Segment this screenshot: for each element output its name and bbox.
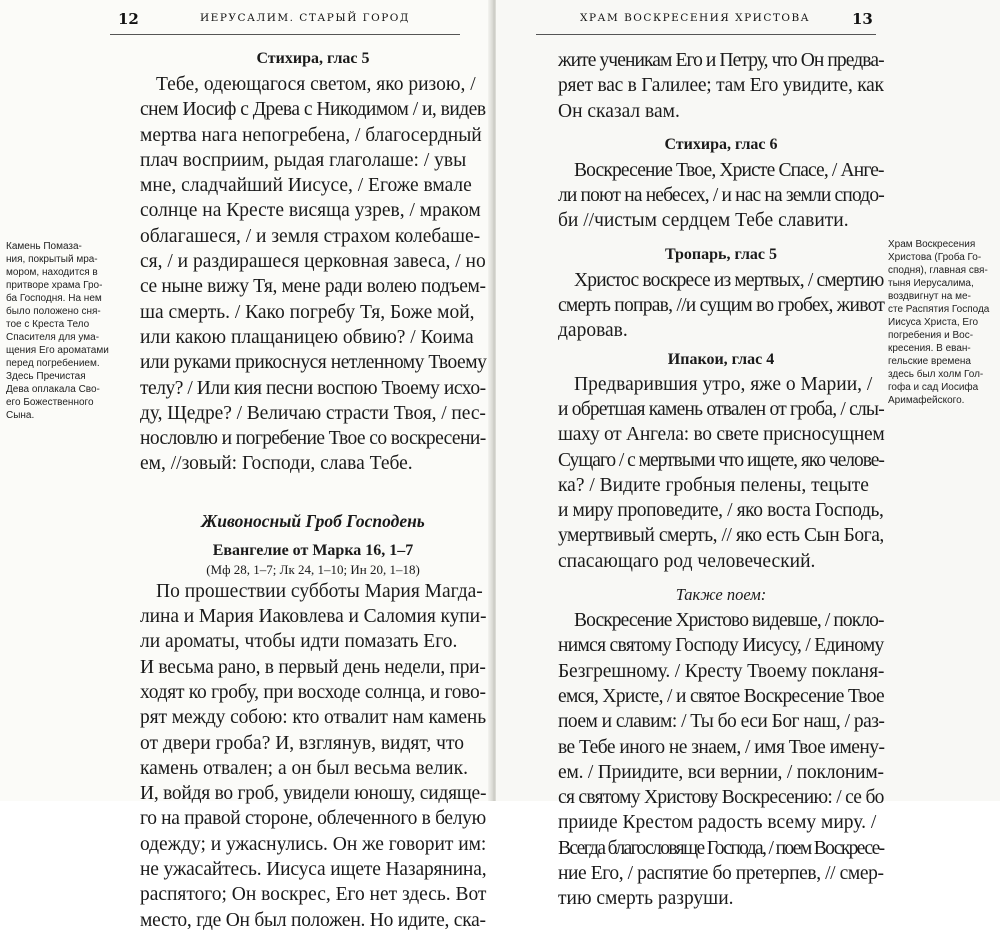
text-line: плач восприим, рыдая глаголаше: / увы: [140, 149, 467, 171]
text-line: Безгрешному. / Кресту Твоему покланя-: [558, 660, 885, 682]
text-line: смерть поправ, //и сущим во гробех, живот: [558, 295, 885, 317]
text-line: Сущаго / с мертвыми что ищете, яко челове-: [558, 449, 884, 471]
sidenote-line: Спасителя для ума-: [6, 332, 100, 343]
text-line: прииде Крестом радость всему миру. /: [558, 812, 877, 834]
text-line: и обретшая камень отвален от гроба, / слы-: [558, 398, 884, 420]
sidenote-line: Камень Помаза-: [6, 241, 82, 252]
gospel-text: [140, 579, 486, 933]
text-line: ходят ко гробу, при восходе солнца, и гово-: [140, 681, 486, 703]
sidenote-line: сте Распятия Господа: [888, 304, 990, 315]
left-text-column: [140, 46, 486, 933]
left-sidenote: [6, 240, 130, 422]
text-line: телу? / Или кия песни воспою Твоему исхо-: [140, 377, 486, 399]
sidenote-line: мором, находится в: [6, 267, 98, 278]
sidenote-line: кресения. В еван-: [888, 343, 971, 354]
text-line: место, где Он был положен. Но идите, ска-: [140, 909, 486, 931]
sidenote-line: Христова (Гроба Го-: [888, 252, 982, 263]
text-line: жите ученикам Его и Петру, что Он предва-: [558, 50, 884, 71]
text-line: Тебе, одеющагося светом, яко ризою, /: [156, 74, 476, 95]
stichira-5-heading: Стихира, глас 5: [256, 50, 370, 67]
text-line: ли поют на небесех, / и нас на земли сподо-: [558, 185, 884, 207]
stichira-6-text: [558, 158, 884, 234]
sidenote-line: щения Его ароматами: [6, 345, 109, 356]
text-line: даровав.: [558, 320, 628, 342]
text-line: И весьма рано, в первый день недели, при-: [140, 656, 486, 678]
sidenote-line: Аримафейского.: [888, 395, 965, 406]
text-line: Предварившия утро, яже о Марии, /: [574, 373, 873, 395]
text-line: лина и Мария Иаковлева и Саломия купи-: [140, 606, 487, 628]
text-line: ние Его, / распятие бо претерпев, // смер-: [558, 863, 884, 885]
text-line: нимся святому Господу Иисусу, / Единому: [558, 635, 884, 657]
text-line: мертва нага непогребена, / благосердный: [140, 124, 482, 146]
text-line: го на правой стороне, облеченного в белую: [140, 808, 486, 830]
text-line: шаху от Ангела: во свете присносущнем: [558, 424, 885, 446]
text-line: и миру проповедите, / яко воста Господь,: [558, 500, 884, 522]
sidenote-line: тыня Иерусалима,: [888, 278, 974, 289]
sidenote-line: сподня), главная свя-: [888, 265, 988, 276]
text-line: снем Иосиф с Древа с Никодимом / и, видев: [140, 99, 486, 121]
right-page-number: 13: [852, 10, 873, 28]
text-line: Всегда благословяще Господа, / поем Воскресе-: [558, 837, 884, 859]
gospel-continuation-text: [558, 48, 884, 124]
text-line: Он сказал вам.: [558, 100, 680, 122]
right-page: [496, 0, 1000, 910]
sidenote-line: перед погребением.: [6, 358, 100, 369]
ipakoi-text: [558, 372, 884, 574]
text-line: или руками прикоснуся нетленному Твоему: [140, 352, 487, 374]
troparion-text: [558, 268, 884, 344]
sidenote-line: Здесь Пречистая: [6, 371, 86, 382]
text-line: не ужасайтесь. Иисуса ищете Назарянина,: [140, 859, 487, 881]
left-page: [0, 0, 492, 931]
text-line: солнце на Кресте висяща узрев, / мраком: [140, 200, 481, 222]
text-line: ся святому Христову Воскресению: / се бо: [558, 787, 884, 809]
holy-sepulchre-heading: Живоносный Гроб Господень: [201, 510, 425, 531]
also-sing-heading: Также поем:: [675, 585, 767, 605]
text-line: одежду; и ужаснулись. Он же говорит им:: [140, 833, 487, 855]
right-header-rule: [536, 34, 876, 35]
text-line: умертвивый смерть, // яко есть Сын Бога,: [558, 525, 884, 547]
sidenote-line: гофа и сад Иосифа: [888, 382, 979, 393]
left-page-number: 12: [118, 10, 139, 28]
left-header-rule: [110, 34, 460, 35]
sidenote-line: гельские времена: [888, 356, 971, 367]
text-line: ем, //зовый: Господи, слава Тебе.: [140, 453, 413, 475]
troparion-heading: Тропарь, глас 5: [664, 245, 778, 263]
right-sidenote: [888, 238, 994, 407]
text-line: се ныне вижу Тя, мене ради волею подъем-: [140, 276, 486, 298]
text-line: мне, сладчайший Иисусе, / Егоже вмале: [140, 175, 472, 197]
text-line: ка? / Видите гробныя пелены, тецыте: [558, 474, 869, 496]
stichira-6-heading: Стихира, глас 6: [664, 135, 778, 153]
text-line: ду, Щедре? / Величаю страсти Твоя, / пес-: [140, 402, 486, 424]
text-line: би //чистым сердцем Тебе славити.: [558, 210, 849, 232]
resurrection-hymn-text: [558, 608, 884, 912]
sidenote-line: было положено сня-: [6, 306, 101, 317]
text-line: или какою плащаницею обвию? / Коима: [140, 326, 474, 348]
sidenote-line: ния, покрытый мра-: [6, 254, 98, 265]
gospel-references: (Мф 28, 1–7; Лк 24, 1–10; Ин 20, 1–18): [206, 561, 420, 577]
sidenote-line: Иисуса Христа, Его: [888, 317, 979, 328]
text-line: нословлю и погребение Твое со воскресени-: [140, 428, 486, 450]
text-line: спасающаго род человеческий.: [558, 550, 816, 572]
sidenote-line: Дева оплакала Сво-: [6, 384, 100, 395]
text-line: распятого; Он воскрес, Его нет здесь. Вот: [140, 884, 487, 906]
gospel-heading: Евангелие от Марка 16, 1–7: [212, 541, 414, 559]
sidenote-line: Сына.: [6, 410, 35, 421]
sidenote-line: тое с Креста Тело: [6, 319, 90, 330]
text-line: ся, / и раздирашеся церковная завеса, / но: [140, 251, 486, 273]
right-text-column: [558, 48, 884, 912]
text-line: ве Тебе иного не знаем, / имя Твое имену-: [558, 736, 885, 758]
right-running-title: ХРАМ ВОСКРЕСЕНИЯ ХРИСТОВА: [580, 12, 811, 24]
sidenote-line: погребения и Вос-: [888, 330, 974, 341]
text-line: И, войдя во гроб, увидели юношу, сидяще-: [140, 783, 487, 805]
text-line: облагашеся, / и земля страхом колебаше-: [140, 225, 481, 247]
left-running-title: ИЕРУСАЛИМ. СТАРЫЙ ГОРОД: [200, 12, 410, 24]
text-line: тию смерть разруши.: [558, 888, 734, 910]
text-line: ряет вас в Галилее; там Его увидите, как: [558, 75, 884, 97]
stichira-5-text: [140, 72, 486, 477]
text-line: ем. / Приидите, вси вернии, / поклоним-: [558, 761, 884, 783]
text-line: По прошествии субботы Мария Магда-: [156, 580, 483, 602]
ipakoi-heading: Ипакои, глас 4: [667, 350, 775, 368]
text-line: ли ароматы, чтобы идти помазать Его.: [140, 631, 458, 653]
text-line: рят между собою: кто отвалит нам камень: [140, 707, 486, 729]
sidenote-line: Храм Воскресения: [888, 239, 976, 250]
text-line: поем и славим: / Ты бо еси Бог наш, / раз-: [558, 711, 885, 733]
sidenote-line: ба Господня. На нем: [6, 293, 102, 304]
text-line: от двери гроба? И, взглянув, видят, что: [140, 732, 464, 754]
sidenote-line: воздвигнут на ме-: [888, 291, 971, 302]
text-line: Воскресение Твое, Христе Спасе, / Анге-: [574, 159, 884, 181]
text-line: камень отвален; а он был весьма велик.: [140, 757, 468, 779]
text-line: Воскресение Христово видевше, / покло-: [574, 610, 884, 632]
sidenote-line: здесь был холм Гол-: [888, 369, 984, 380]
text-line: ша смерть. / Како погребу Тя, Боже мой,: [140, 301, 475, 323]
sidenote-line: его Божественного: [6, 397, 94, 408]
sidenote-line: притворе храма Гро-: [6, 280, 103, 291]
text-line: Христос воскресе из мертвых, / смертию: [574, 269, 884, 291]
text-line: емся, Христе, / и святое Воскресение Твое: [558, 685, 885, 707]
